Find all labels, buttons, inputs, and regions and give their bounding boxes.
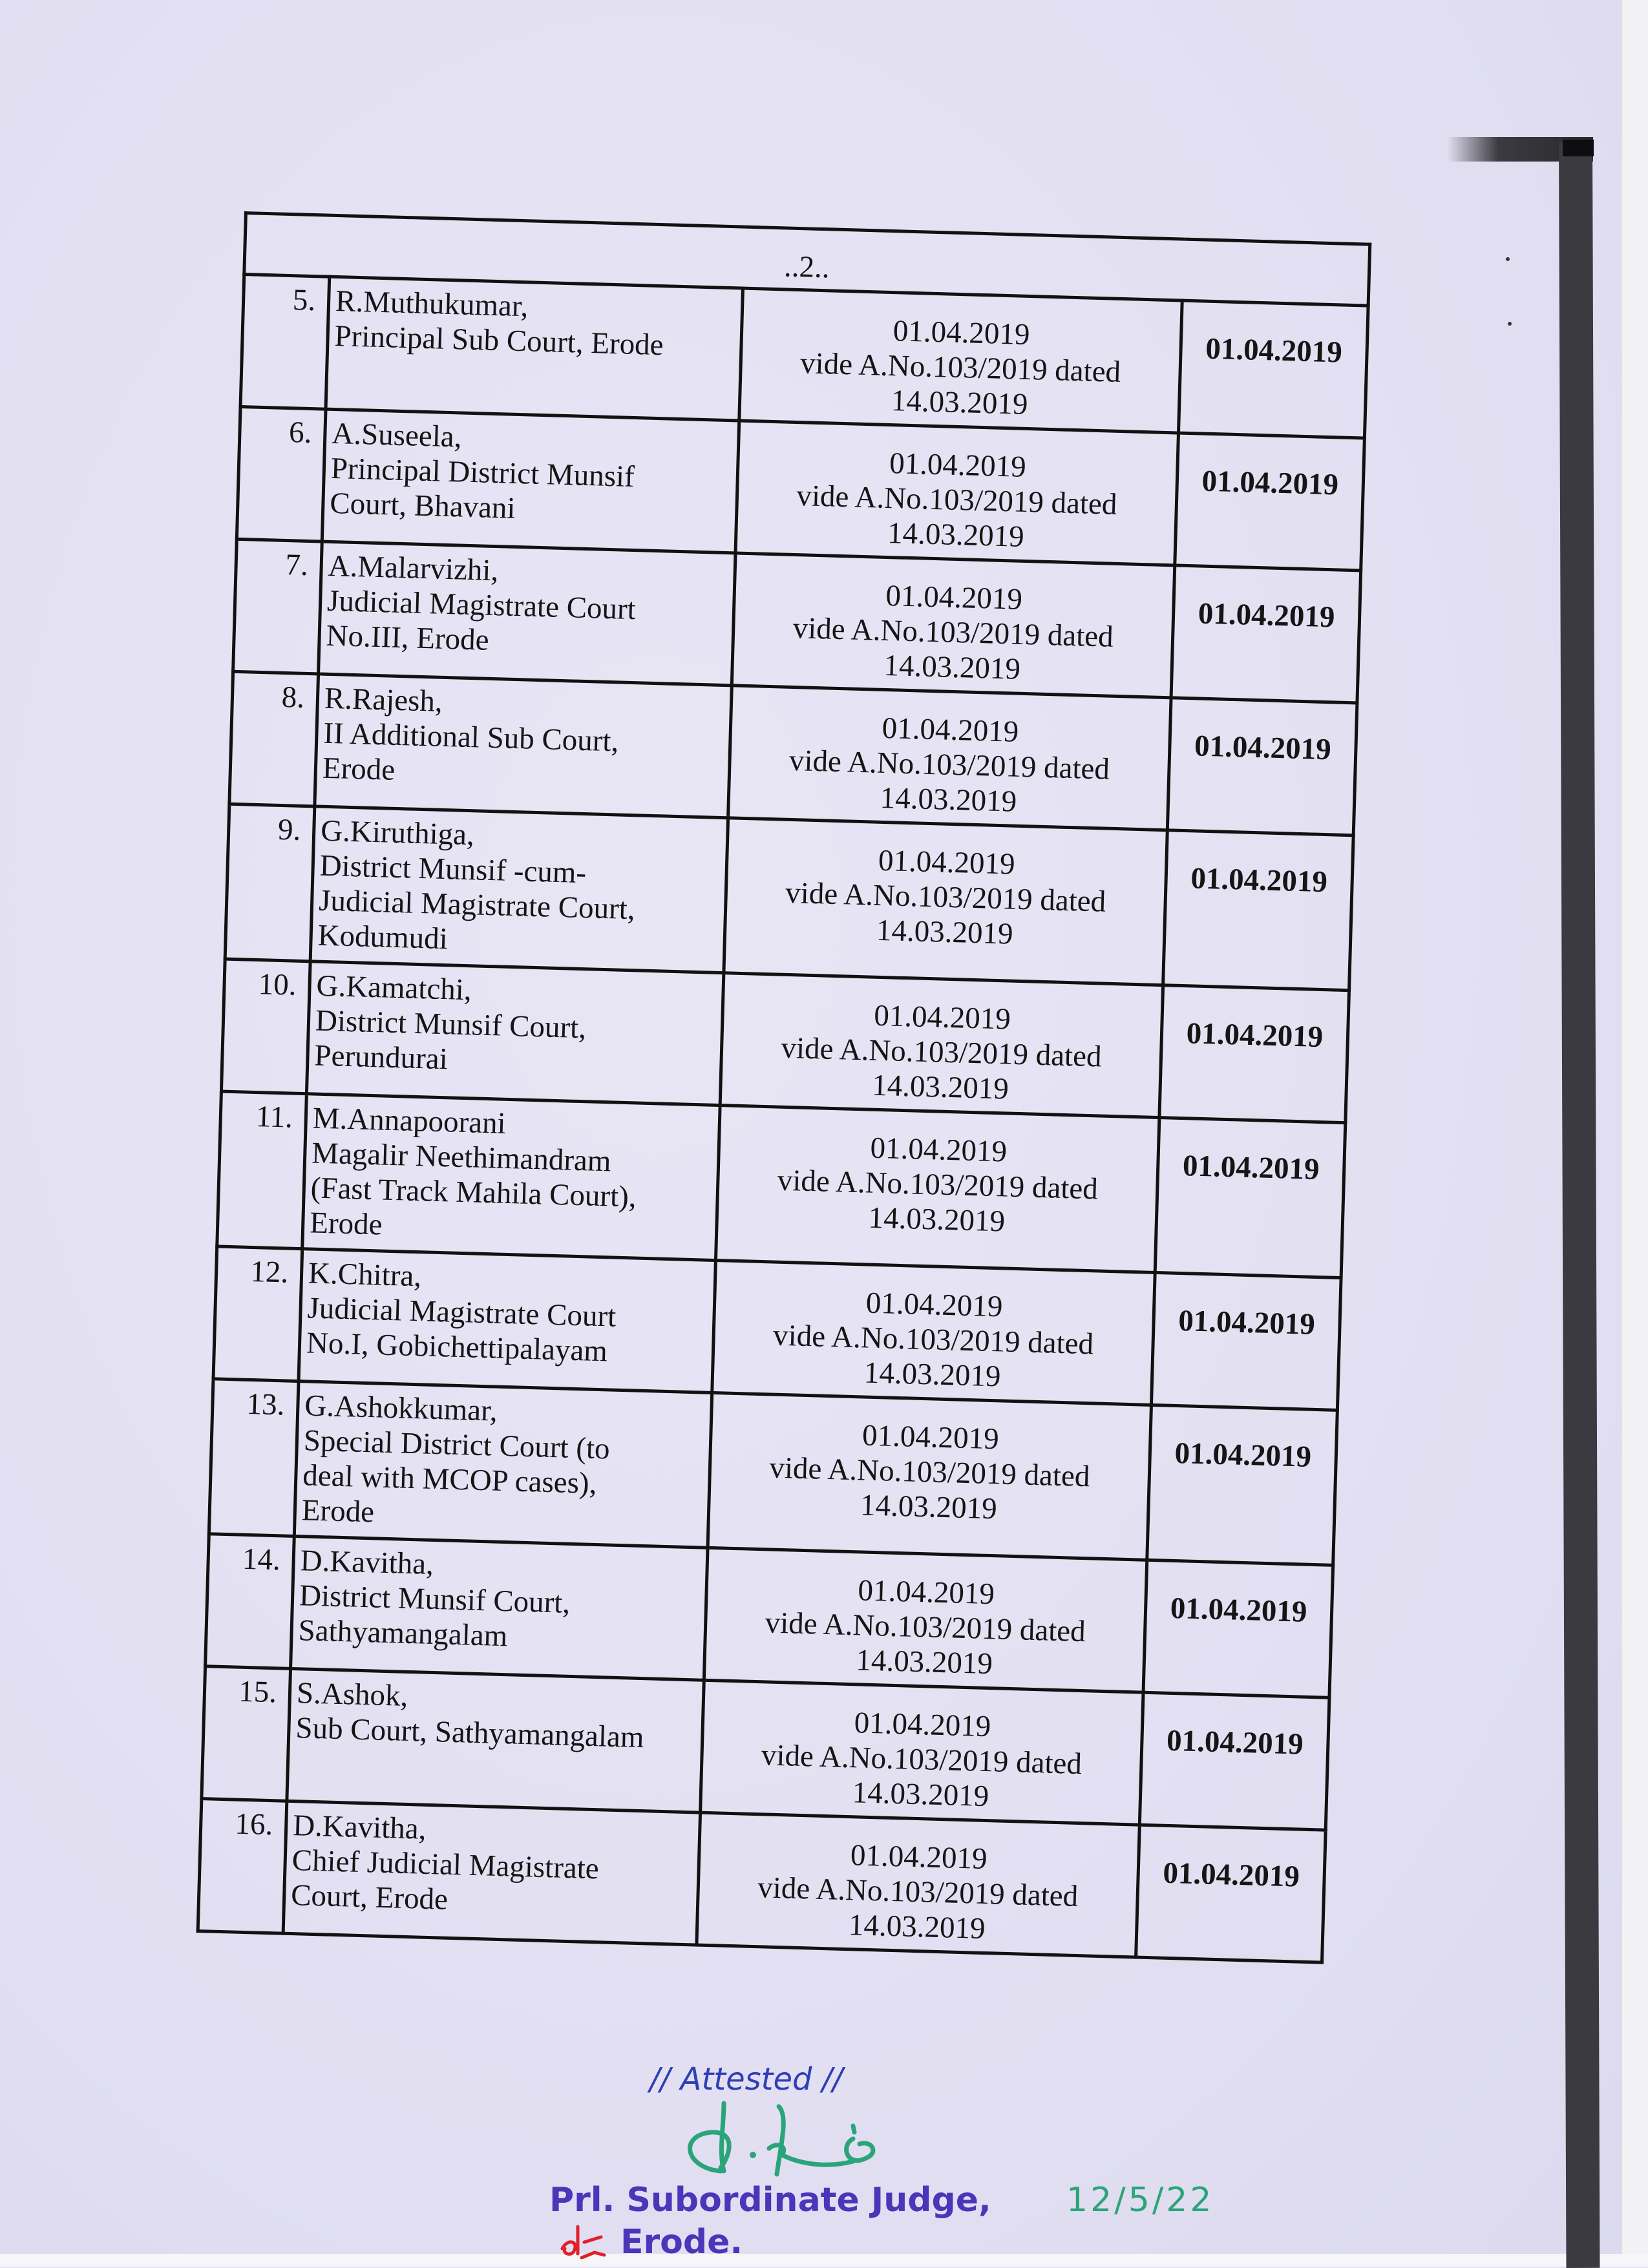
court-name-line: District Munsif Court, bbox=[299, 1579, 571, 1620]
officer-name: G.Kiruthiga, bbox=[320, 814, 475, 852]
officer-name: A.Suseela, bbox=[331, 416, 463, 454]
reference-line: vide A.No.103/2019 dated bbox=[792, 611, 1114, 654]
appointment-reference bbox=[715, 1106, 1159, 1273]
officer-court bbox=[299, 1249, 715, 1393]
court-name-line: (Fast Track Mahila Court), bbox=[310, 1171, 637, 1214]
joining-date: 01.04.2019 bbox=[1147, 1405, 1338, 1565]
serial-number: 7. bbox=[233, 539, 322, 674]
table-row bbox=[209, 1379, 1337, 1565]
reference-line: 14.03.2019 bbox=[848, 1908, 986, 1946]
joining-date: 01.04.2019 bbox=[1167, 698, 1357, 835]
officer-name: S.Ashok, bbox=[296, 1676, 409, 1713]
officer-name: G.Kamatchi, bbox=[315, 969, 472, 1007]
reference-line: 14.03.2019 bbox=[863, 1356, 1002, 1394]
serial-number: 11. bbox=[217, 1091, 307, 1249]
speck bbox=[1508, 322, 1512, 326]
scan-margin-bottom bbox=[0, 2254, 1648, 2267]
court-name-line: Special District Court (to bbox=[303, 1423, 611, 1466]
serial-number: 15. bbox=[202, 1666, 291, 1801]
reference-line: vide A.No.103/2019 dated bbox=[780, 1031, 1103, 1074]
court-name-line: Judicial Magistrate Court bbox=[306, 1291, 617, 1334]
serial-number: 13. bbox=[209, 1379, 299, 1537]
appointment-reference bbox=[701, 1680, 1143, 1825]
appointment-reference bbox=[728, 686, 1171, 830]
officer-court bbox=[283, 1801, 700, 1945]
reference-line: 01.04.2019 bbox=[885, 578, 1023, 616]
court-name-line: Magalir Neethimandram bbox=[311, 1136, 612, 1179]
appointment-reference bbox=[720, 973, 1163, 1118]
reference-line: vide A.No.103/2019 dated bbox=[785, 876, 1106, 919]
serial-number: 10. bbox=[221, 959, 310, 1094]
reference-line: 01.04.2019 bbox=[869, 1131, 1008, 1169]
reference-line: vide A.No.103/2019 dated bbox=[788, 743, 1110, 786]
court-name-line: No.I, Gobichettipalayam bbox=[306, 1326, 608, 1369]
officer-court bbox=[315, 674, 732, 818]
officer-name: A.Malarvizhi, bbox=[328, 549, 499, 588]
court-name-line: District Munsif Court, bbox=[315, 1003, 587, 1045]
officer-court bbox=[326, 277, 743, 421]
officer-court bbox=[306, 961, 723, 1106]
officer-court bbox=[291, 1536, 708, 1680]
court-name-line: Principal Sub Court, Erode bbox=[333, 319, 664, 362]
court-name-line: Sub Court, Sathyamangalam bbox=[295, 1711, 645, 1755]
reference-line: 14.03.2019 bbox=[855, 1643, 993, 1681]
reference-line: 14.03.2019 bbox=[891, 384, 1029, 421]
speck bbox=[1506, 257, 1510, 261]
reference-line: 14.03.2019 bbox=[883, 648, 1021, 686]
officer-name: R.Rajesh, bbox=[324, 681, 443, 719]
officer-court bbox=[310, 806, 728, 973]
table-row bbox=[225, 804, 1353, 990]
reference-line: 14.03.2019 bbox=[867, 1201, 1006, 1239]
court-name-line: Judicial Magistrate Court, bbox=[318, 883, 636, 927]
appointment-reference bbox=[697, 1812, 1139, 1957]
officer-name: D.Kavitha, bbox=[300, 1544, 434, 1581]
reference-line: vide A.No.103/2019 dated bbox=[796, 479, 1118, 521]
court-name-line: No.III, Erode bbox=[325, 618, 490, 657]
reference-line: vide A.No.103/2019 dated bbox=[765, 1606, 1086, 1649]
officer-court bbox=[319, 541, 735, 686]
serial-number: 14. bbox=[206, 1534, 295, 1669]
signature-date: 12/5/22 bbox=[1066, 2181, 1214, 2220]
reference-line: 14.03.2019 bbox=[871, 1068, 1009, 1106]
reference-line: 01.04.2019 bbox=[865, 1286, 1004, 1324]
reference-line: vide A.No.103/2019 dated bbox=[772, 1318, 1094, 1361]
appointment-reference bbox=[732, 553, 1174, 698]
appointment-reference bbox=[724, 818, 1167, 985]
serial-number: 8. bbox=[229, 671, 319, 806]
reference-line: 01.04.2019 bbox=[873, 998, 1011, 1036]
red-initial-icon bbox=[556, 2223, 607, 2262]
signature-icon bbox=[659, 2100, 918, 2178]
stamp-place: Erode. bbox=[620, 2223, 743, 2262]
stamp-designation: Prl. Subordinate Judge, bbox=[549, 2181, 991, 2220]
reference-line: 14.03.2019 bbox=[887, 516, 1025, 554]
reference-line: vide A.No.103/2019 dated bbox=[761, 1738, 1083, 1781]
serial-number: 12. bbox=[213, 1246, 302, 1381]
officer-name: M.Annapoorani bbox=[312, 1101, 507, 1140]
reference-line: vide A.No.103/2019 dated bbox=[777, 1163, 1099, 1206]
court-name-line: Chief Judicial Magistrate bbox=[291, 1843, 600, 1886]
joining-date: 01.04.2019 bbox=[1163, 830, 1354, 991]
reference-line: 01.04.2019 bbox=[878, 843, 1016, 881]
appointment-table bbox=[196, 211, 1372, 1964]
officer-court bbox=[302, 1094, 720, 1261]
reference-line: 01.04.2019 bbox=[882, 711, 1019, 749]
appointment-reference bbox=[735, 421, 1178, 565]
officer-court bbox=[294, 1381, 712, 1548]
reference-line: 01.04.2019 bbox=[889, 446, 1027, 484]
appointment-reference bbox=[712, 1261, 1155, 1405]
court-name-line: District Munsif -cum- bbox=[319, 848, 587, 890]
reference-line: 14.03.2019 bbox=[880, 781, 1017, 819]
officer-name: R.Muthukumar, bbox=[335, 284, 529, 324]
serial-number: 6. bbox=[237, 406, 326, 541]
joining-date: 01.04.2019 bbox=[1139, 1692, 1329, 1830]
appointment-reference bbox=[704, 1548, 1146, 1692]
reference-line: 01.04.2019 bbox=[861, 1418, 1000, 1456]
reference-line: 01.04.2019 bbox=[893, 314, 1031, 352]
reference-line: 01.04.2019 bbox=[857, 1573, 995, 1612]
reference-line: 01.04.2019 bbox=[854, 1706, 991, 1744]
court-name-line: Erode bbox=[301, 1493, 375, 1529]
court-name-line: deal with MCOP cases), bbox=[302, 1458, 598, 1500]
page-marker: ..2.. bbox=[244, 213, 1370, 306]
court-name-line: Judicial Magistrate Court bbox=[326, 583, 637, 627]
appointment-reference bbox=[708, 1392, 1151, 1560]
officer-name: G.Ashokkumar, bbox=[304, 1389, 498, 1428]
officer-name: K.Chitra, bbox=[308, 1256, 422, 1294]
joining-date: 01.04.2019 bbox=[1136, 1825, 1326, 1962]
joining-date: 01.04.2019 bbox=[1178, 300, 1368, 438]
reference-line: 14.03.2019 bbox=[852, 1776, 989, 1814]
court-name-line: Erode bbox=[322, 751, 396, 787]
reference-line: 14.03.2019 bbox=[876, 913, 1014, 951]
joining-date: 01.04.2019 bbox=[1175, 433, 1365, 571]
serial-number: 16. bbox=[198, 1799, 287, 1934]
scan-shadow-corner bbox=[1563, 140, 1594, 156]
reference-line: vide A.No.103/2019 dated bbox=[757, 1871, 1079, 1914]
attested-note: // Attested // bbox=[650, 2061, 843, 2097]
joining-date: 01.04.2019 bbox=[1159, 985, 1349, 1123]
court-name-line: Court, Erode bbox=[290, 1878, 449, 1916]
court-name-line: Kodumudi bbox=[317, 918, 449, 956]
officer-name: D.Kavitha, bbox=[292, 1809, 427, 1846]
serial-number: 5. bbox=[240, 275, 330, 410]
appointment-table-container bbox=[196, 211, 1369, 1964]
officer-court bbox=[322, 409, 739, 553]
serial-number: 9. bbox=[225, 804, 315, 961]
court-name-line: II Additional Sub Court, bbox=[322, 716, 619, 759]
table-row bbox=[217, 1091, 1346, 1277]
joining-date: 01.04.2019 bbox=[1171, 565, 1361, 703]
scan-margin-right bbox=[1622, 0, 1648, 2267]
court-name-line: Court, Bhavani bbox=[329, 486, 516, 525]
appointment-reference bbox=[739, 288, 1182, 433]
joining-date: 01.04.2019 bbox=[1143, 1560, 1333, 1697]
reference-line: 01.04.2019 bbox=[850, 1838, 988, 1876]
joining-date: 01.04.2019 bbox=[1151, 1272, 1341, 1410]
court-name-line: Perundurai bbox=[313, 1038, 449, 1076]
officer-court bbox=[287, 1668, 704, 1812]
court-name-line: Erode bbox=[309, 1206, 383, 1242]
court-name-line: Principal District Munsif bbox=[330, 451, 635, 494]
reference-line: vide A.No.103/2019 dated bbox=[768, 1451, 1091, 1494]
court-name-line: Sathyamangalam bbox=[297, 1613, 508, 1654]
reference-line: 14.03.2019 bbox=[860, 1488, 998, 1526]
reference-line: vide A.No.103/2019 dated bbox=[799, 346, 1121, 389]
joining-date: 01.04.2019 bbox=[1155, 1118, 1346, 1278]
